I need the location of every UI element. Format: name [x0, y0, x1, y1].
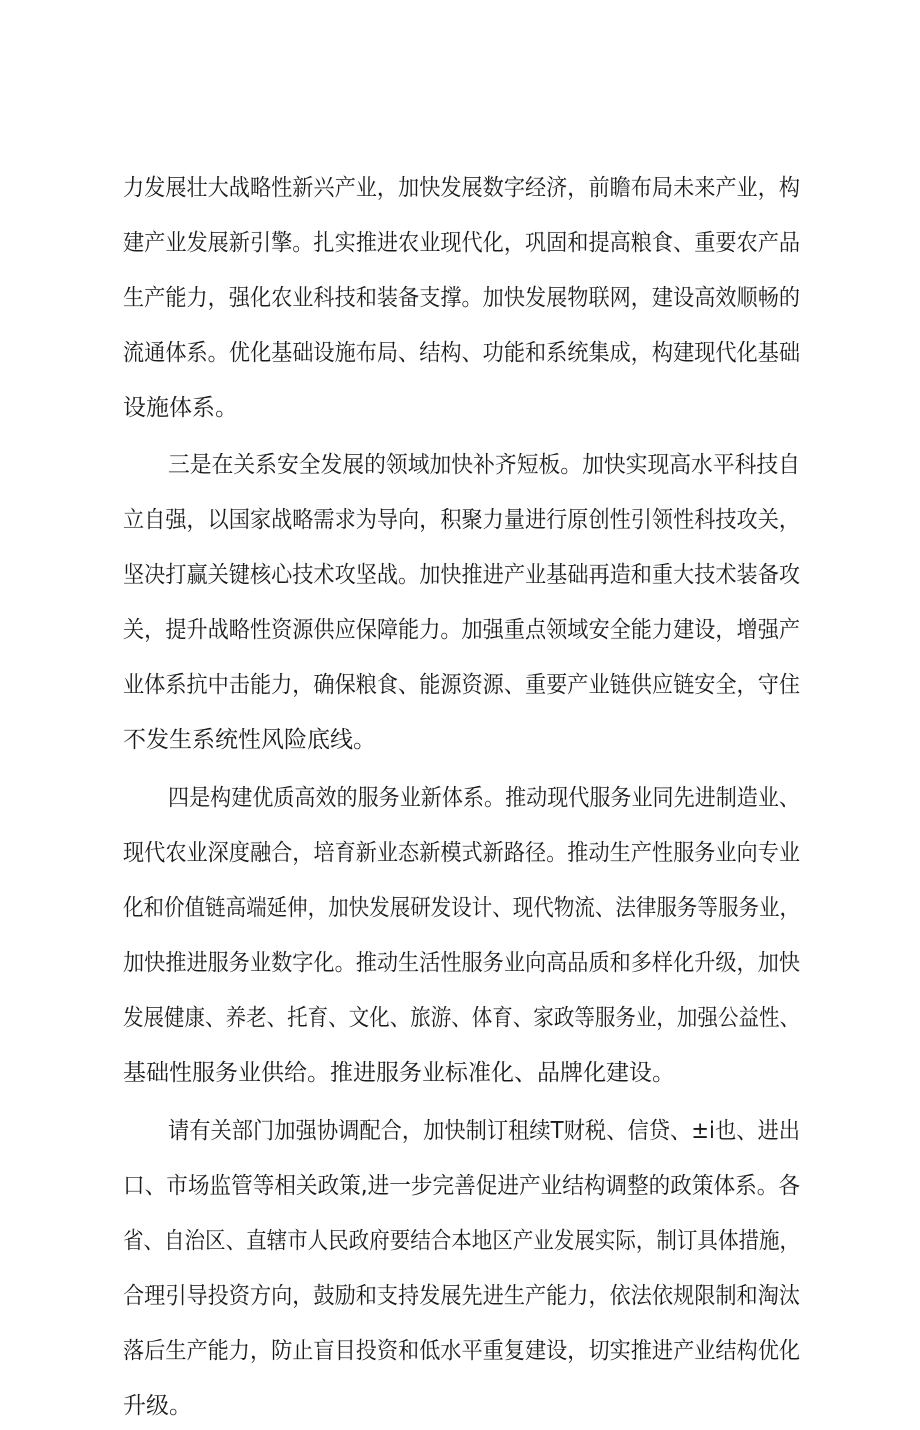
text-line: 坚决打赢关键核心技术攻坚战。加快推进产业基础再造和重大技术装备攻: [123, 562, 800, 588]
text-line: 省、自治区、直辖市人民政府要结合本地区产业发展实际，制订具体措施，: [123, 1228, 800, 1254]
text-line: 建产业发展新引擎。扎实推进农业现代化，巩固和提高粮食、重要农产品: [123, 230, 800, 256]
paragraph-first-line: 请有关部门加强协调配合，加快制订租续T财税、信贷、±i也、进出: [168, 1118, 800, 1144]
text-line: 设施体系。: [123, 395, 238, 421]
text-line: 落后生产能力，防止盲目投资和低水平重复建设，切实推进产业结构优化: [123, 1338, 800, 1364]
text-line: 流通体系。优化基础设施布局、结构、功能和系统集成，构建现代化基础: [123, 340, 800, 366]
paragraph-first-line: 四是构建优质高效的服务业新体系。推动现代服务业同先进制造业、: [168, 785, 800, 811]
text-line: 升级。: [123, 1393, 192, 1419]
text-line: 不发生系统性风险底线。: [123, 727, 376, 753]
text-line: 加快推进服务业数字化。推动生活性服务业向高品质和多样化升级，加快: [123, 950, 800, 976]
text-line: 力发展壮大战略性新兴产业，加快发展数字经济，前瞻布局未来产业，构: [123, 175, 800, 201]
text-line: 口、市场监管等相关政策,进一步完善促进产业结构调整的政策体系。各: [123, 1173, 800, 1199]
text-line: 发展健康、养老、托育、文化、旅游、体育、家政等服务业，加强公益性、: [123, 1005, 800, 1031]
paragraph-first-line: 三是在关系安全发展的领域加快补齐短板。加快实现高水平科技自: [168, 452, 800, 478]
text-line: 基础性服务业供给。推进服务业标准化、品牌化建设。: [123, 1060, 675, 1086]
text-line: 现代农业深度融合，培育新业态新模式新路径。推动生产性服务业向专业: [123, 840, 800, 866]
text-line: 合理引导投资方向，鼓励和支持发展先进生产能力，依法依规限制和淘汰: [123, 1283, 800, 1309]
text-line: 业体系抗中击能力，确保粮食、能源资源、重要产业链供应链安全，守住: [123, 672, 800, 698]
text-line: 关，提升战略性资源供应保障能力。加强重点领域安全能力建设，增强产: [123, 617, 800, 643]
text-line: 生产能力，强化农业科技和装备支撑。加快发展物联网，建设高效顺畅的: [123, 285, 800, 311]
text-line: 立自强，以国家战略需求为导向，积聚力量进行原创性引领性科技攻关，: [123, 507, 800, 533]
text-line: 化和价值链高端延伸，加快发展研发设计、现代物流、法律服务等服务业，: [123, 895, 800, 921]
